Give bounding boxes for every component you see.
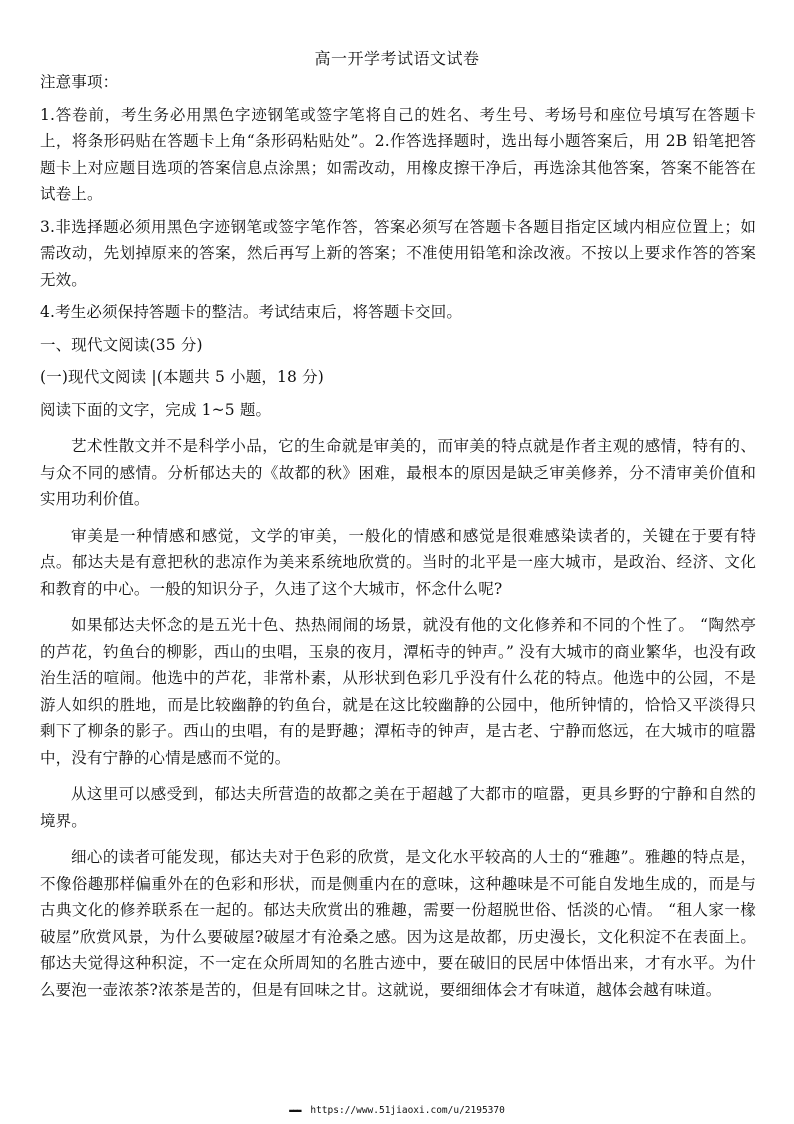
notice-item-1: 1.答卷前，考生务必用黑色字迹钢笔或签字笔将自己的姓名、考生号、考场号和座位号填写在答题卡上，将条形码贴在答题卡上角“条形码粘贴处”。2.作答选择题时，选出每小题答案后，用 2B 铅笔把答题卡上对应题目选项的答案信息点涂黑；如需改动，用橡皮擦干净后，再选涂其他答案，答案不能答在试卷上。 (40, 105, 756, 203)
footer-url: https://www.51jiaoxi.com/u/2195370 (310, 1105, 505, 1116)
watermark-logo-icon: ▬▬▬ (289, 1106, 301, 1115)
passage-paragraph-4: 从这里可以感受到，郁达夫所营造的故都之美在于超越了大都市的喧嚣，更具乡野的宁静和自然的境界。 (40, 785, 756, 830)
reading-instruction: 阅读下面的文字，完成 1~5 题。 (40, 400, 272, 419)
notice-item-3: 3.非选择题必须用黑色字迹钢笔或签字笔作答，答案必须写在答题卡各题目指定区域内相应位置上；如需改动，先划掉原来的答案，然后再写上新的答案；不准使用铅笔和涂改液。不按以上要求作答的答案无效。 (40, 217, 756, 289)
notice-item-4: 4.考生必须保持答题卡的整洁。考试结束后，将答题卡交回。 (40, 303, 462, 321)
notice-heading: 注意事项： (40, 73, 119, 91)
passage-paragraph-1: 艺术性散文并不是科学小品，它的生命就是审美的，而审美的特点就是作者主观的感情，特有的、与众不同的感情。分析郁达夫的《故都的秋》困难，最根本的原因是缺乏审美修养，分不清审美价值和实用功利价值。 (40, 437, 756, 508)
document-body (40, 69, 756, 1003)
footer-watermark (0, 1105, 794, 1117)
passage-paragraph-5: 细心的读者可能发现，郁达夫对于色彩的欣赏，是文化水平较高的人士的“雅趣”。雅趣的特点是，不像俗趣那样偏重外在的色彩和形状，而是侧重内在的意味，这种趣味是不可能自发地生成的，而是与古典文化的修养联系在一起的。郁达夫欣赏出的雅趣，需要一份超脱世俗、恬淡的心情。 “租人家一椽破屋”欣赏风景，为什么要破屋?破屋才有沧桑之感。因为这是故都，历史漫长，文化积淀不在表面上。郁达夫觉得这种积淀，不一定在众所周知的名胜古迹中，要在破旧的民居中体悟出来，才有水平。为什么要泡一壶浓茶?浓茶是苦的，但是有回味之甘。这就说，要细细体会才有味道，越体会越有味道。 (40, 848, 756, 999)
page-title: 高一开学考试语文试卷 (314, 49, 480, 68)
passage-paragraph-2: 审美是一种情感和感觉，文学的审美，一般化的情感和感觉是很难感染读者的，关键在于要有特点。郁达夫是有意把秋的悲凉作为美来系统地欣赏的。当时的北平是一座大城市，是政治、经济、文化和教育的中心。一般的知识分子，久违了这个大城市，怀念什么呢? (40, 526, 756, 598)
subsection-heading: (一)现代文阅读 |(本题共 5 小题，18 分) (40, 368, 324, 386)
passage-paragraph-3: 如果郁达夫怀念的是五光十色、热热闹闹的场景，就没有他的文化修养和不同的个性了。 “陶然亭的芦花，钓鱼台的柳影，西山的虫唱，玉泉的夜月，潭柘寺的钟声。” 没有大城市的商业繁华，也没有政治生活的喧闹。他选中的芦花，非常朴素，从形状到色彩几乎没有什么花的特点。他选中的公园，不是游人如织的胜地，而是比较幽静的钓鱼台，就是在这比较幽静的公园中，他所钟情的，恰恰又平淡得只剩下了柳条的影子。西山的虫唱，有的是野趣；潭柘寺的钟声，是古老、宁静而悠远，在大城市的喧嚣中，没有宁静的心情是感而不觉的。 (40, 616, 756, 767)
section-heading: 一、现代文阅读(35 分) (40, 335, 203, 354)
